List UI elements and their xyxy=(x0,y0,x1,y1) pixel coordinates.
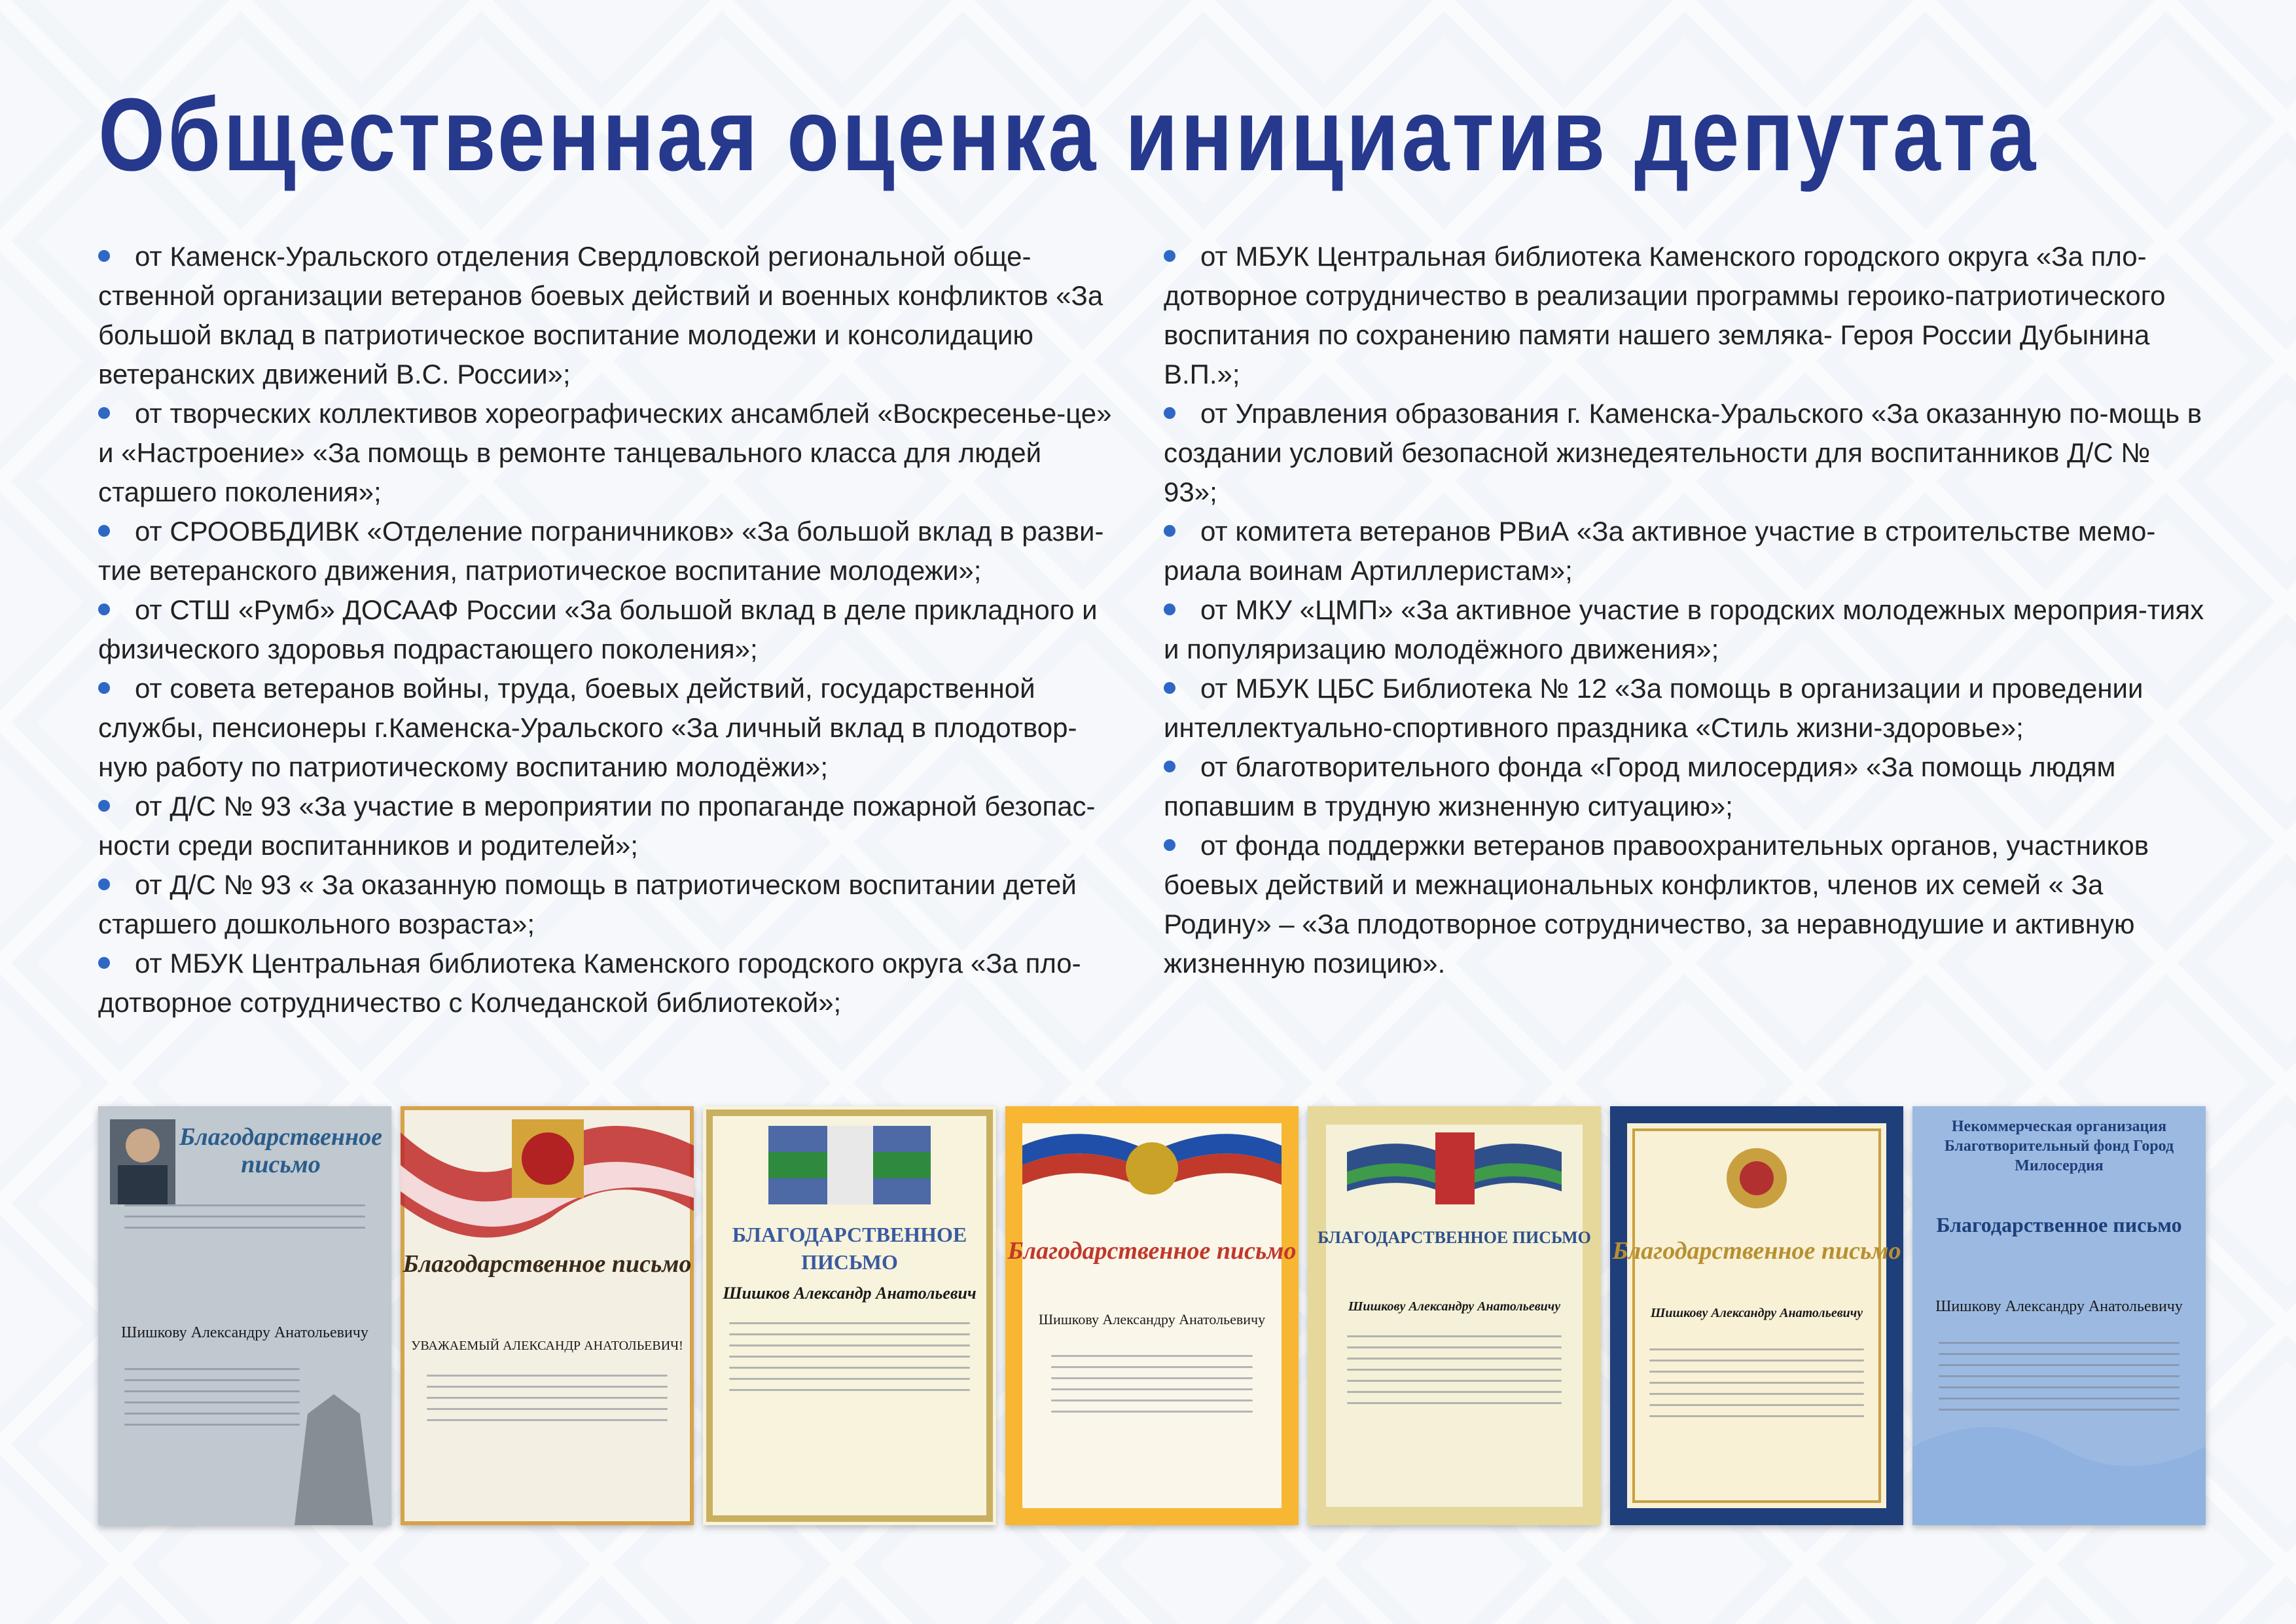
list-item: от Управления образования г. Каменска-Уральского «За оказанную по-мощь в создании условий безопасной жизнедеятельности для воспитанников Д/С № 93»; xyxy=(1164,398,2202,507)
list-item: от Д/С № 93 « За оказанную помощь в патриотическом воспитании детей старшего дошкольного возраста»; xyxy=(98,869,1077,939)
bullet-icon xyxy=(98,800,110,812)
certificate-thumbnail xyxy=(401,1106,694,1525)
certificate-thumbnail xyxy=(703,1106,996,1525)
certificate-title: Благодарственное письмо xyxy=(1007,1237,1297,1265)
certificate-recipient: Шишков Александр Анатольевич xyxy=(723,1284,977,1303)
certificate-recipient: УВАЖАЕМЫЙ АЛЕКСАНДР АНАТОЛЬЕВИЧ! xyxy=(411,1339,683,1353)
bullet-icon xyxy=(98,604,110,615)
list-item: от МБУК Центральная библиотека Каменского городского округа «За пло-дотворное сотрудничество в реализации программы героико-патриотического воспитания по сохранению памяти нашего земляка- Героя России Дубынина В.П.»; xyxy=(1164,241,2166,389)
list-item: от Каменск-Уральского отделения Свердловской региональной обще-ственной организации ветеранов боевых действий и военных конфликтов «За большой вклад в патриотическое воспитание молодежи и консолидацию ветеранских движений В.С. России»; xyxy=(98,241,1103,389)
certificates-strip xyxy=(98,1106,2206,1525)
bullet-icon xyxy=(98,957,110,969)
bullet-icon xyxy=(98,407,110,419)
certificate-title: Благодарственное письмо xyxy=(403,1250,692,1278)
certificate-recipient: Шишкову Александру Анатольевичу xyxy=(121,1324,368,1341)
bullet-icon xyxy=(98,682,110,694)
bullet-icon xyxy=(1164,525,1175,537)
bullet-icon xyxy=(98,250,110,262)
list-item: от комитета ветеранов РВиА «За активное участие в строительстве мемо-риала воинам Артиллеристам»; xyxy=(1164,516,2156,586)
list-item: от благотворительного фонда «Город милосердия» «За помощь людям попавшим в трудную жизненную ситуацию»; xyxy=(1164,751,2116,821)
list-item: от совета ветеранов войны, труда, боевых действий, государственной службы, пенсионеры г.Каменска-Уральского «За личный вклад в плодотвор-ную работу по патриотическому воспитанию молодёжи»; xyxy=(98,673,1077,782)
bullet-icon xyxy=(1164,839,1175,851)
bullet-icon xyxy=(1164,407,1175,419)
certificate-title: Благодарственное письмо xyxy=(179,1123,382,1178)
certificate-header: Некоммерческая организация Благотворительный фонд Город Милосердия xyxy=(1944,1118,2174,1174)
certificate-thumbnail xyxy=(1308,1106,1601,1525)
bullet-icon xyxy=(1164,682,1175,694)
bullet-icon xyxy=(1164,250,1175,262)
certificate-recipient: Шишкову Александру Анатольевичу xyxy=(1038,1311,1266,1327)
certificate-background xyxy=(401,1106,694,1525)
bullet-icon xyxy=(1164,604,1175,615)
certificate-background xyxy=(703,1106,996,1525)
certificate-recipient: Шишкову Александру Анатольевичу xyxy=(1650,1306,1863,1320)
certificate-title: БЛАГОДАРСТВЕННОЕ ПИСЬМО xyxy=(732,1223,967,1274)
list-item: от СРООВБДИВК «Отделение пограничников» «За большой вклад в разви-тие ветеранского движения, патриотическое воспитание молодежи»; xyxy=(98,516,1104,586)
left-column-list xyxy=(98,237,1126,1022)
certificate-title: БЛАГОДАРСТВЕННОЕ ПИСЬМО xyxy=(1318,1228,1591,1247)
bullet-icon xyxy=(98,525,110,537)
bullet-icon xyxy=(1164,761,1175,772)
right-column-list xyxy=(1164,237,2204,983)
list-item: от Д/С № 93 «За участие в мероприятии по пропаганде пожарной безопас-ности среди воспитанников и родителей»; xyxy=(98,791,1096,861)
page-title: Общественная оценка инициатив депутата xyxy=(98,77,2039,192)
list-item: от фонда поддержки ветеранов правоохранительных органов, участников боевых действий и межнациональных конфликтов, членов их семей « За Родину» – «За плодотворное сотрудничество, за неравнодушие и активную жизненную позицию». xyxy=(1164,830,2149,979)
list-item: от СТШ «Румб» ДОСААФ России «За большой вклад в деле прикладного и физического здоровья подрастающего поколения»; xyxy=(98,594,1098,664)
list-item: от МКУ «ЦМП» «За активное участие в городских молодежных мероприя-тиях и популяризацию молодёжного движения»; xyxy=(1164,594,2204,664)
certificate-title: Благодарственное письмо xyxy=(1612,1237,1901,1265)
certificate-recipient: Шишкову Александру Анатольевичу xyxy=(1935,1298,2183,1315)
bullet-icon xyxy=(98,878,110,890)
list-item: от МБУК Центральная библиотека Каменского городского округа «За пло-дотворное сотрудничество с Колчеданской библиотекой»; xyxy=(98,948,1081,1018)
certificate-thumbnail xyxy=(98,1106,391,1525)
certificate-thumbnail xyxy=(1912,1106,2206,1525)
certificate-recipient: Шишкову Александру Анатольевичу xyxy=(1348,1299,1561,1314)
certificate-title: Благодарственное письмо xyxy=(1936,1213,2182,1236)
list-item: от МБУК ЦБС Библиотека № 12 «За помощь в организации и проведении интеллектуально-спортивного праздника «Стиль жизни-здоровье»; xyxy=(1164,673,2144,743)
certificate-thumbnail xyxy=(1005,1106,1299,1525)
certificate-thumbnail xyxy=(1610,1106,1903,1525)
list-item: от творческих коллективов хореографических ансамблей «Воскресенье-це» и «Настроение» «За помощь в ремонте танцевального класса для людей старшего поколения»; xyxy=(98,398,1112,507)
